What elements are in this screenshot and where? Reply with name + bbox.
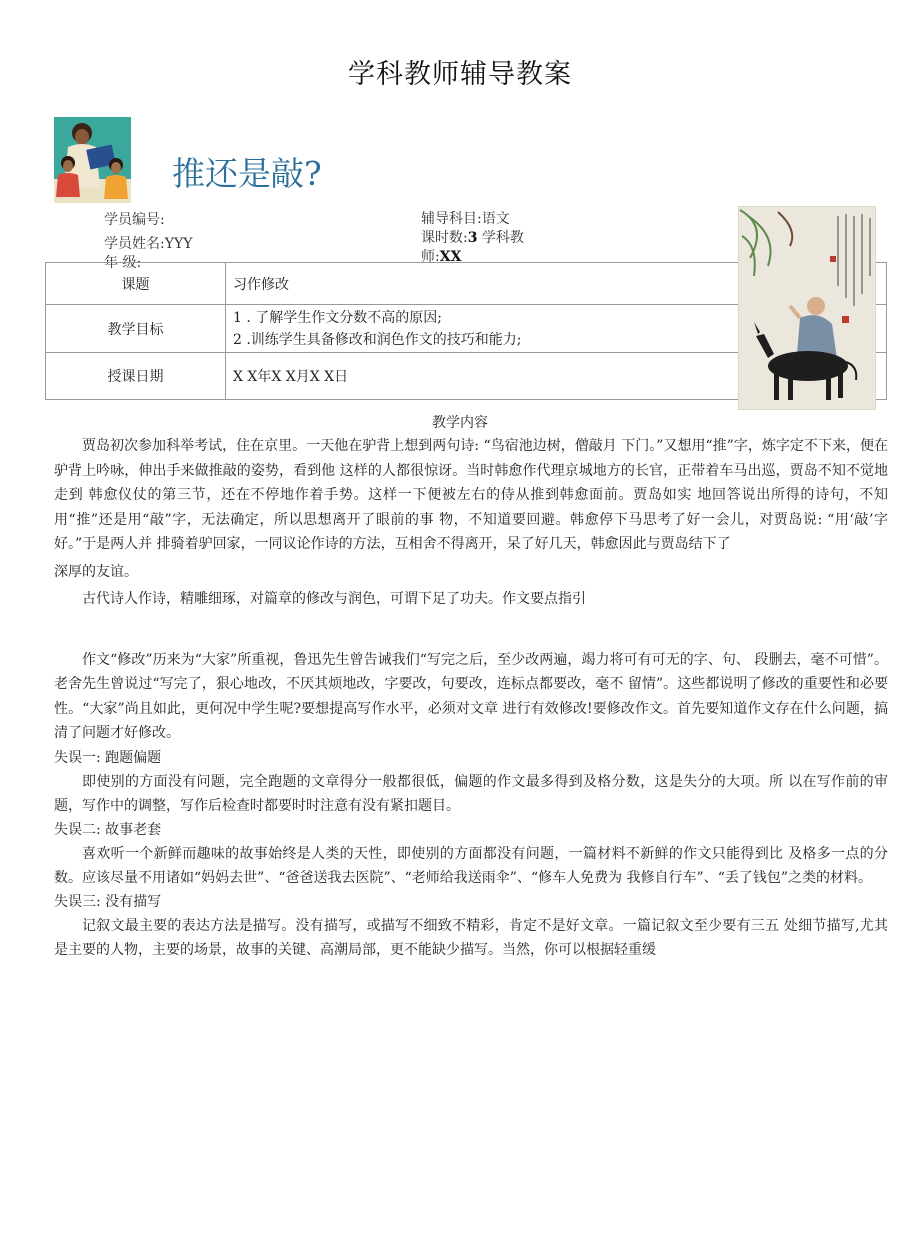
jia-dao-donkey-painting <box>738 206 876 410</box>
student-name-value: YYY <box>164 236 193 252</box>
student-name-label: 学员姓名: <box>104 236 165 252</box>
goal-item-1: 1 . 了解学生作文分数不高的原因; <box>233 309 442 326</box>
revision-paragraph: 作文“修改”历来为“大家”所重视，鲁迅先生曾告诫我们“写完之后，至少改两遍，竭力将可有可无的字、句、 段删去，毫不可惜”。老舍先生曾说过“写完了，狠心地改，不厌其烦地改，字要改，句要改，连标点都要改，毫不 留情”。这些都说明了修改的重要性和必要性。“大家”尚且如此，更何况中学生呢?要想提高写作水平，必须对文章 进行有效修改!要修改作文。首先要知道作文存在什么问题，搞清了问题才好修改。 <box>54 651 888 741</box>
student-id-label: 学员编号: <box>104 212 165 228</box>
content-heading: 教学内容 <box>432 415 488 431</box>
date-label: 授课日期 <box>46 353 226 400</box>
lesson-title: 推还是敲? <box>172 154 322 193</box>
teacher-label: 学科教 <box>481 230 524 246</box>
document-title: 学科教师辅导教案 <box>348 59 572 90</box>
lesson-content <box>54 434 888 962</box>
error-2-title: 失误二: 故事老套 <box>54 821 162 838</box>
teacher-value: XX <box>439 249 462 265</box>
intro-paragraph: 古代诗人作诗，精雕细琢，对篇章的修改与润色，可谓下足了功夫。作文要点指引 <box>82 591 586 607</box>
reading-family-illustration <box>54 117 131 203</box>
story-paragraph: 贾岛初次参加科举考试，住在京里。一天他在驴背上想到两句诗: “鸟宿池边树，僧敲月 下门。”又想用“推”字，炼字定不下来，便在驴背上吟咏，伸出手来做推敲的姿势，看到他 这样的人都很惊讶。当时韩愈作代理京城地方的长官，正带着车马出巡，贾岛不知不觉地走到 韩愈仪仗的第三节，还在不停地作着手势。这样一下便被左右的侍从推到韩愈面前。贾岛如实 地回答说出所得的诗句，不知用“推”还是用“敲”字，无法确定，所以思想离开了眼前的事 物，不知道要回避。韩愈停下马思考了好一会儿，对贾岛说: “用‘敲’字好。”于是两人并 排骑着驴回家，一同议论作诗的方法，互相舍不得离开，呆了好几天，韩愈因此与贾岛结下了 <box>54 438 888 552</box>
hours-value: 3 <box>467 230 478 246</box>
topic-label: 课题 <box>46 263 226 305</box>
error-1-title: 失误一: 跑题偏题 <box>54 749 162 766</box>
teacher-label-end: 师: <box>421 249 440 265</box>
goal-item-2: 2 .训练学生具备修改和润色作文的技巧和能力; <box>233 331 522 348</box>
hours-label: 课时数: <box>421 230 468 246</box>
topic-value: 习作修改 <box>226 263 887 305</box>
date-value: X X年X X月X X日 <box>226 353 887 400</box>
subject-label: 辅导科目: <box>421 211 482 227</box>
goal-label: 教学目标 <box>46 305 226 353</box>
error-1-text: 即使别的方面没有问题，完全跑题的文章得分一般都很低，偏题的作文最多得到及格分数，这是失分的大项。所 以在写作前的审题，写作中的调整，写作后检查时都要时时注意有没有紧扣题目。 <box>54 773 888 814</box>
subject-value: 语文 <box>481 211 510 227</box>
error-2-text: 喜欢听一个新鲜而趣味的故事始终是人类的天性，即使别的方面都没有问题，一篇材料不新鲜的作文只能得到比 及格多一点的分数。应该尽量不用诸如“妈妈去世”、“爸爸送我去医院”、“老师给我送雨伞”、“修车人免费为 我修自行车”、“丢了钱包”之类的材料。 <box>54 845 888 886</box>
error-3-text: 记叙文最主要的表达方法是描写。没有描写，或描写不细致不精彩，肯定不是好文章。一篇记叙文至少要有三五 处细节描写,尤其是主要的人物，主要的场景，故事的关键、高潮局部，更不能缺少描写。当然，你可以根据轻重缓 <box>54 917 888 958</box>
story-paragraph-end: 深厚的友谊。 <box>54 563 138 580</box>
error-3-title: 失误三: 没有描写 <box>54 893 162 910</box>
grade-label: 年 级: <box>104 255 142 271</box>
